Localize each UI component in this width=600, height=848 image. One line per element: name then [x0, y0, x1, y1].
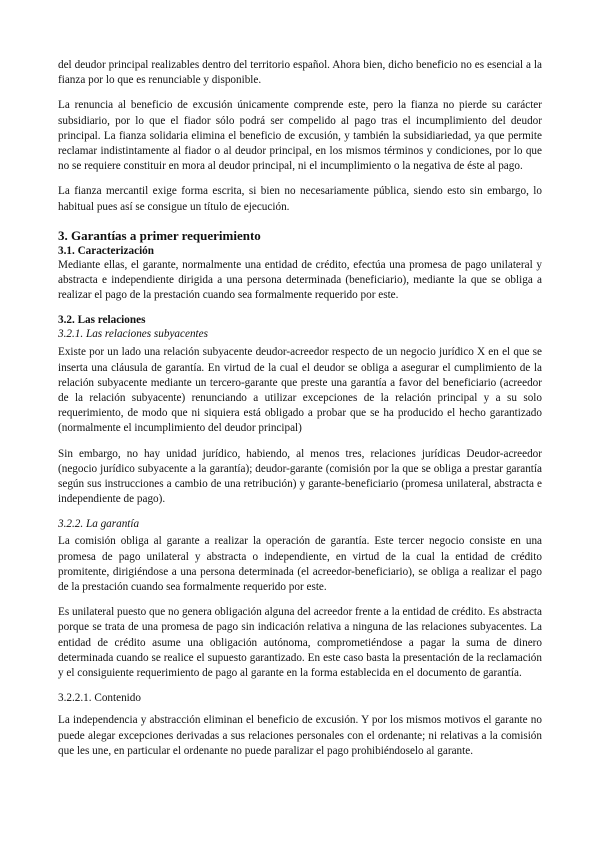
paragraph-commercial-guarantee: La fianza mercantil exige forma escrita, si bien no necesariamente pública, siendo esto sin embargo, lo habitual pues así se consigue un título de ejecución.	[58, 185, 542, 213]
paragraph-excussion-waiver: La renuncia al beneficio de excusión únicamente comprende este, pero la fianza no pierde su carácter subsidiario, por lo que el fiador sólo podrá ser compelido al pago tras el incumplimiento del deudor principal. La fianza solidaria elimina el beneficio de excusión, y también la subsidiariedad, ya que permite reclamar indistintamente al fiador o al deudor principal, en los mismos términos y condiciones, por lo que no se requiere constituir en mora al deudor principal, ni el incumplimiento o la negativa de éste al pago.	[58, 99, 542, 173]
section-3-2-1-heading: 3.2.1. Las relaciones subyacentes	[58, 328, 208, 341]
section-3-2-2-paragraph-2: Es unilateral puesto que no genera obligación alguna del acreedor frente a la entidad de crédito. Es abstracta porque se trata de una promesa de pago sin indicación relativa a ninguna de las relaciones subyacentes. La entidad de crédito asume una obligación autónoma, comprometiéndose a pagar la suma de dinero determinada cuando se realice el supuesto garantizado. En este caso basta la presentación de la reclamación y el consiguiente requerimiento de pago al garante en la forma establecida en el documento de garantía.	[58, 606, 542, 680]
section-3-1-heading: 3.1. Caracterización	[58, 244, 154, 257]
section-3-2-2-heading: 3.2.2. La garantía	[58, 518, 140, 531]
section-3-2-2-1-heading: 3.2.2.1. Contenido	[58, 692, 141, 705]
paragraph-benefit-waivable: del deudor principal realizables dentro del territorio español. Ahora bien, dicho beneficio no es esencial a la fianza por lo que es renunciable y disponible.	[58, 59, 542, 87]
section-3-2-1-paragraph-2: Sin embargo, no hay unidad jurídico, habiendo, al menos tres, relaciones jurídicas Deudor-acreedor (negocio jurídico subyacente a la garantía); deudor-garante (comisión por la que se obliga a prestar garantía según sus instrucciones a cambio de una retribución) y garante-beneficiario (promesa unilateral, abstracta e independiente de pago).	[58, 447, 542, 506]
section-3-2-1-paragraph-1: Existe por un lado una relación subyacente deudor-acreedor respecto de un negocio jurídico X en el que se inserta una cláusula de garantía. En virtud de la cual el deudor se obliga a asegurar el cumplimiento de la relación subyacente mediante un tercero-garante que preste una garantía a favor del beneficiario (acreedor de la relación subyacente) renunciando a utilizar excepciones de la relación principal y a su solo requerimiento, de modo que ni siquiera está obligado a probar que se ha producido el hecho garantizado (normalmente el incumplimiento del deudor principal)	[58, 346, 542, 435]
section-3-1-text: Mediante ellas, el garante, normalmente una entidad de crédito, efectúa una promesa de pago unilateral y abstracta e independiente dirigida a una persona determinada (beneficiario), mediante la que se obliga a realizar el pago de la prestación cuando sea formalmente requerido por este.	[58, 258, 542, 302]
section-3-2-heading: 3.2. Las relaciones	[58, 314, 146, 327]
section-3-heading: 3. Garantías a primer requerimiento	[58, 227, 261, 243]
section-3-2-2-1-paragraph: La independencia y abstracción eliminan el beneficio de excusión. Y por los mismos motivos el garante no puede alegar excepciones derivadas a sus relaciones personales con el ordenante; ni relativas a la comisión que les une, en particular el ordenante no puede paralizar el pago prohibiéndoselo al garante.	[58, 714, 542, 757]
section-3-2-2-paragraph-1: La comisión obliga al garante a realizar la operación de garantía. Este tercer negocio consiste en una promesa de pago unilateral y abstracta o independiente, en virtud de la cual la entidad de crédito promitente, dirigiéndose a una persona determinada (el acreedor-beneficiario), se obliga a realizar el pago de la prestación cuando sea formalmente requerido por este.	[58, 535, 542, 594]
document-page	[58, 58, 542, 769]
